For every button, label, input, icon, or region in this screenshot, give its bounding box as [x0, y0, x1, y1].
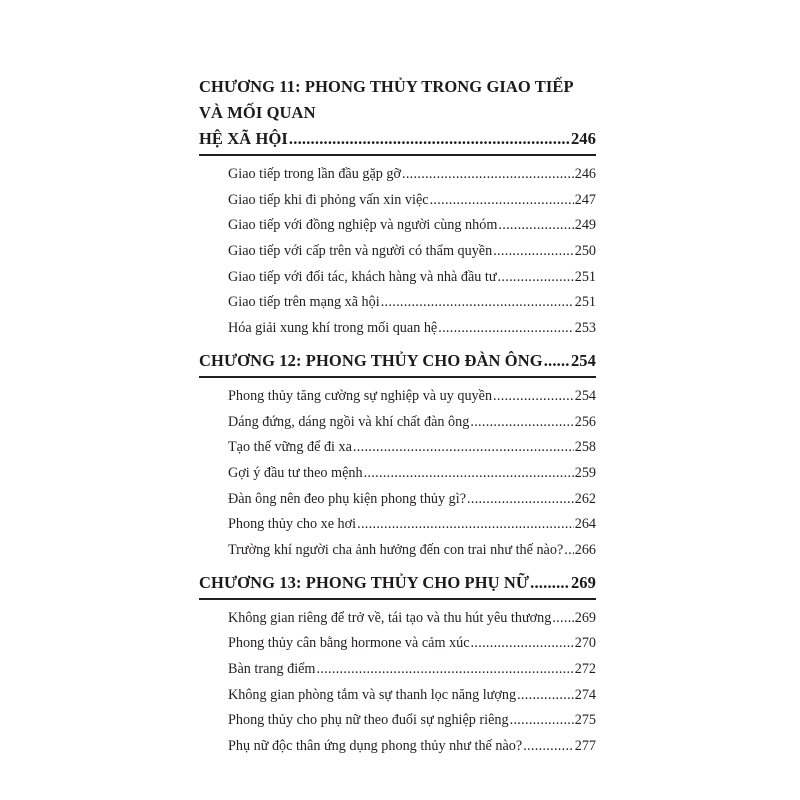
chapter-page-number: 269	[570, 572, 596, 592]
chapter-11	[199, 74, 596, 344]
chapter-title: CHƯƠNG 12: PHONG THỦY CHO ĐÀN ÔNG	[199, 350, 543, 370]
toc-entry	[228, 435, 596, 461]
entry-page-number: 277	[574, 738, 596, 755]
entry-page-number: 251	[574, 294, 596, 311]
dot-leader	[493, 384, 574, 410]
entry-title: Giao tiếp trong lần đầu gặp gỡ	[228, 166, 401, 182]
entry-title: Hóa giải xung khí trong mối quan hệ	[228, 320, 438, 337]
toc-entry	[228, 290, 596, 316]
entry-page-number: 250	[574, 243, 596, 260]
toc-entry	[228, 487, 596, 513]
entry-title: Dáng đứng, dáng ngồi và khí chất đàn ông	[228, 413, 470, 430]
entry-title: Không gian riêng để trở về, tái tạo và thu hút yêu thương	[228, 609, 552, 626]
section-list	[199, 156, 596, 344]
entry-page-number: 272	[574, 661, 596, 677]
entry-title: Không gian phòng tắm và sự thanh lọc năng lượng	[228, 686, 517, 703]
entry-title: Phong thủy cho phụ nữ theo đuổi sự nghiệp riêng	[228, 712, 509, 729]
chapter-heading	[199, 74, 596, 152]
entry-title: Phụ nữ độc thân ứng dụng phong thủy như thế nào?	[228, 738, 523, 755]
entry-page-number: 246	[574, 166, 596, 182]
dot-leader	[498, 265, 574, 291]
dot-leader	[471, 631, 574, 657]
dot-leader	[364, 461, 574, 487]
dot-leader	[517, 683, 574, 709]
chapter-title-line: CHƯƠNG 11: PHONG THỦY TRONG GIAO TIẾP VÀ MỐI QUAN	[199, 77, 573, 122]
chapter-heading	[199, 348, 596, 374]
chapter-page-number: 246	[570, 129, 596, 148]
entry-page-number: 274	[574, 686, 596, 703]
entry-page-number: 269	[574, 609, 596, 626]
dot-leader	[493, 239, 574, 265]
toc-entry	[228, 734, 596, 760]
entry-title: Giao tiếp với cấp trên và người có thẩm quyền	[228, 243, 493, 260]
dot-leader	[530, 570, 570, 596]
chapter-title-line	[199, 348, 596, 374]
entry-title: Phong thủy cân bằng hormone và cảm xúc	[228, 635, 470, 652]
toc-entry	[228, 657, 596, 683]
dot-leader	[402, 162, 574, 188]
dot-leader	[357, 512, 574, 538]
dot-leader	[498, 213, 573, 239]
section-list	[199, 600, 596, 762]
entry-page-number: 259	[574, 464, 596, 481]
entry-page-number: 266	[574, 541, 596, 558]
entry-title: Giao tiếp với đồng nghiệp và người cùng nhóm	[228, 217, 498, 234]
entry-page-number: 256	[574, 413, 596, 430]
entry-title: Gợi ý đầu tư theo mệnh	[228, 464, 363, 481]
toc-entry	[228, 239, 596, 265]
entry-title: Tạo thế vững để đi xa	[228, 439, 352, 456]
toc-entry	[228, 461, 596, 487]
dot-leader	[510, 708, 574, 734]
entry-title: Đàn ông nên đeo phụ kiện phong thủy gì?	[228, 490, 466, 507]
dot-leader	[467, 487, 574, 513]
entry-page-number: 270	[574, 635, 596, 652]
dot-leader	[523, 734, 574, 760]
chapter-page-number: 254	[570, 350, 596, 370]
toc-entry	[228, 384, 596, 410]
chapter-title-continued: HỆ XÃ HỘI	[199, 129, 288, 148]
dot-leader	[544, 348, 570, 374]
dot-leader	[430, 188, 574, 214]
entry-page-number: 249	[574, 217, 596, 234]
toc-entry	[228, 410, 596, 436]
toc-entry	[228, 631, 596, 657]
entry-page-number: 275	[574, 712, 596, 729]
toc-entry	[228, 265, 596, 291]
entry-title: Phong thủy tăng cường sự nghiệp và uy quyền	[228, 387, 493, 404]
toc-entry	[228, 708, 596, 734]
entry-title: Phong thủy cho xe hơi	[228, 516, 357, 533]
chapter-title-line	[199, 126, 596, 152]
toc-entry	[228, 162, 596, 188]
section-list	[199, 378, 596, 566]
chapter-heading	[199, 570, 596, 596]
entry-title: Giao tiếp với đối tác, khách hàng và nhà đầu tư	[228, 268, 497, 285]
dot-leader	[470, 410, 573, 436]
toc-entry	[228, 316, 596, 342]
entry-page-number: 264	[574, 516, 596, 533]
dot-leader	[316, 657, 573, 683]
dot-leader	[564, 538, 573, 564]
dot-leader	[552, 606, 573, 632]
entry-title: Giao tiếp trên mạng xã hội	[228, 294, 380, 311]
entry-title: Bàn trang điểm	[228, 661, 316, 677]
toc-entry	[228, 512, 596, 538]
dot-leader	[289, 126, 570, 152]
toc-entry	[228, 538, 596, 564]
entry-title: Giao tiếp khi đi phỏng vấn xin việc	[228, 191, 429, 208]
entry-page-number: 247	[574, 191, 596, 208]
dot-leader	[381, 290, 574, 316]
entry-title: Trường khí người cha ảnh hưởng đến con trai như thế nào?	[228, 541, 564, 558]
dot-leader	[353, 435, 574, 461]
entry-page-number: 251	[574, 268, 596, 285]
dot-leader	[438, 316, 573, 342]
chapter-title: CHƯƠNG 13: PHONG THỦY CHO PHỤ NỮ	[199, 572, 530, 592]
entry-page-number: 253	[574, 320, 596, 337]
entry-page-number: 262	[574, 490, 596, 507]
toc-entry	[228, 683, 596, 709]
toc-entry	[228, 188, 596, 214]
toc-entry	[228, 606, 596, 632]
chapter-13	[199, 570, 596, 762]
chapter-title-line	[199, 570, 596, 596]
entry-page-number: 254	[574, 387, 596, 404]
entry-page-number: 258	[574, 439, 596, 456]
table-of-contents	[199, 74, 596, 762]
chapter-12	[199, 348, 596, 566]
toc-entry	[228, 213, 596, 239]
